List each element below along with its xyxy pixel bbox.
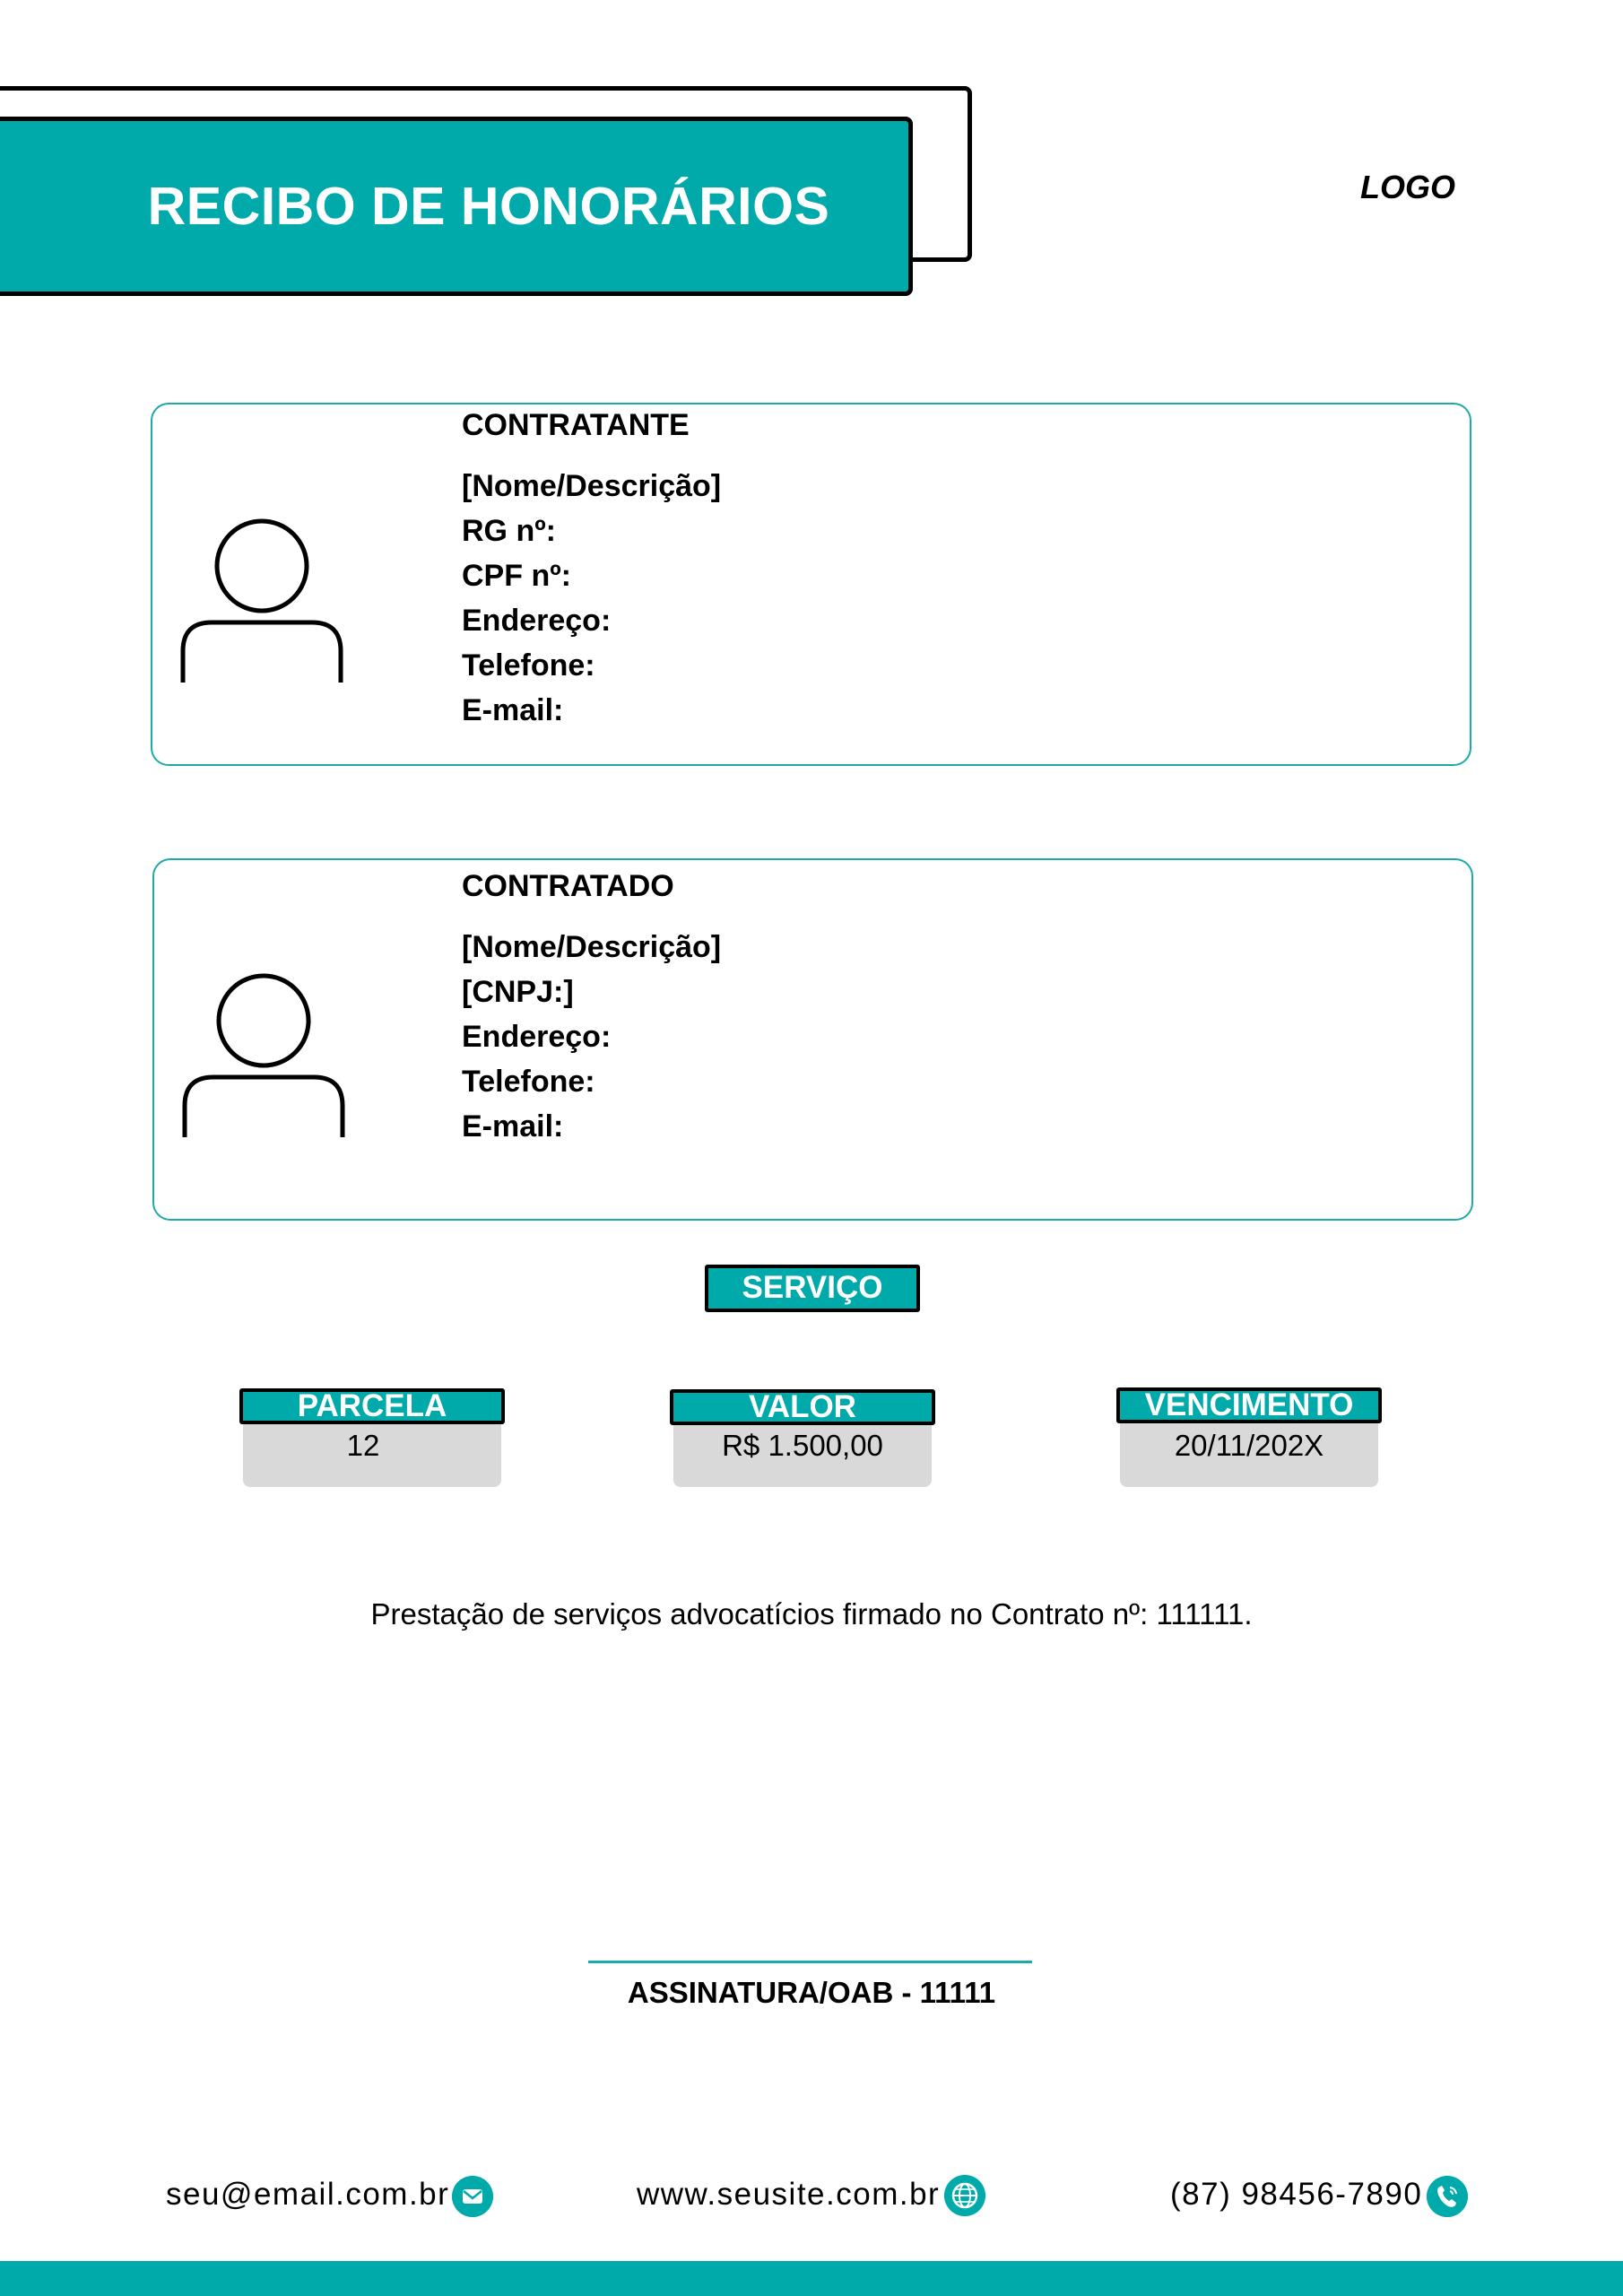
contratado-name-field: [Nome/Descrição] xyxy=(462,930,722,964)
contratante-rg-field: RG nº: xyxy=(462,514,556,548)
contratado-phone-field: Telefone: xyxy=(462,1065,595,1099)
valor-header: VALOR xyxy=(670,1389,935,1425)
footer-phone[interactable]: (87) 98456-7890 xyxy=(1170,2177,1423,2212)
contratado-title: CONTRATADO xyxy=(462,869,674,903)
service-badge: SERVIÇO xyxy=(705,1265,920,1312)
valor-value: R$ 1.500,00 xyxy=(722,1429,883,1462)
footer-website[interactable]: www.seusite.com.br xyxy=(637,2177,941,2212)
contratado-fields xyxy=(462,925,721,1149)
contratante-cpf-field: CPF nº: xyxy=(462,559,571,593)
service-description: Prestação de serviços advocatícios firmado no Contrato nº: 111111. xyxy=(370,1597,1253,1631)
contratante-address-field: Endereço: xyxy=(462,604,612,638)
globe-icon xyxy=(944,2175,985,2216)
envelope-icon xyxy=(452,2176,493,2217)
contratante-name-field: [Nome/Descrição] xyxy=(462,469,722,503)
parcela-value: 12 xyxy=(346,1429,380,1462)
user-avatar-icon xyxy=(174,962,353,1142)
contratado-email-field: E-mail: xyxy=(462,1109,564,1144)
phone-icon xyxy=(1427,2176,1468,2217)
parcela-header: PARCELA xyxy=(239,1388,505,1424)
user-avatar-icon xyxy=(172,508,352,687)
vencimento-header: VENCIMENTO xyxy=(1116,1387,1382,1423)
footer-bar xyxy=(0,2261,1623,2296)
contratante-email-field: E-mail: xyxy=(462,693,564,727)
contratante-title: CONTRATANTE xyxy=(462,408,690,442)
logo-placeholder: LOGO xyxy=(1360,169,1455,205)
contratado-address-field: Endereço: xyxy=(462,1020,612,1054)
signature-label: ASSINATURA/OAB - 11111 xyxy=(627,1976,996,2009)
signature-line xyxy=(588,1961,1032,1963)
contratado-cnpj-field: [CNPJ:] xyxy=(462,975,574,1009)
contratante-fields xyxy=(462,464,721,733)
vencimento-value: 20/11/202X xyxy=(1174,1429,1324,1462)
footer-email[interactable]: seu@email.com.br xyxy=(166,2177,450,2212)
contratante-phone-field: Telefone: xyxy=(462,648,595,683)
page-title: RECIBO DE HONORÁRIOS xyxy=(147,177,830,236)
